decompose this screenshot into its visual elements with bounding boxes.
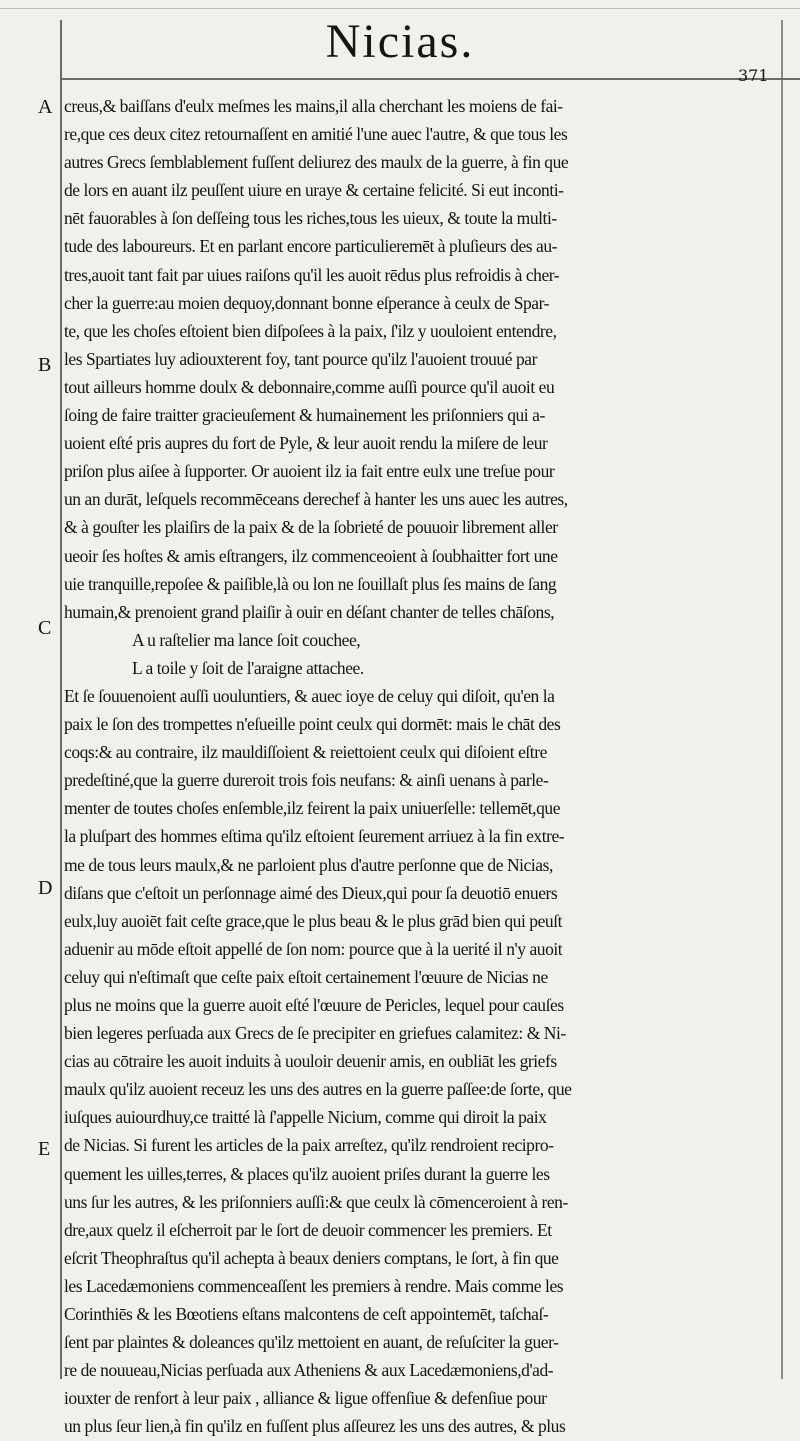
text-line: & à gouſter les plaiſirs de la paix & de la ſobrieté de pouuoir librement aller [64, 517, 558, 538]
text-line: cher la guerre:au moien dequoy,donnant bonne eſperance à ceulx de Spar- [64, 292, 550, 313]
page-number: 371 [738, 66, 769, 85]
text-line: humain,& prenoient grand plaiſir à ouir en déſant chanter de telles chāſons, [64, 601, 555, 622]
margin-letter-d: D [38, 877, 53, 899]
body-text [64, 92, 770, 1441]
text-line: ſent par plaintes & doleances qu'ilz mettoient en auant, de reſuſciter la guer- [64, 1332, 559, 1353]
text-line: tres,auoit tant fait par uiues raiſons qu'il les auoit rēdus plus refroidis à cher- [64, 264, 560, 285]
left-margin-rule [60, 20, 62, 1379]
text-line: iouxter de renfort à leur paix , alliance & ligue offenſiue & defenſiue pour [64, 1388, 547, 1409]
text-line: maulx qu'ilz auoient receuz les uns des autres en la guerre paſſee:de ſorte, que [64, 1079, 572, 1100]
text-line: celuy qui n'eſtimaſt que ceſte paix eſtoit certainement l'œuure de Nicias ne [64, 966, 548, 987]
text-line: plus ne moins que la guerre auoit eſté l'œuure de Pericles, lequel pour cauſes [64, 995, 564, 1015]
text-line: me de tous leurs maulx,& ne parloient plus d'autre perſonne que de Nicias, [64, 854, 553, 875]
text-line: eulx,luy auoiēt fait ceſte grace,que le plus beau & le plus grād bien qui peuſt [64, 910, 563, 931]
text-line: predeſtiné,que la guerre dureroit trois fois neufans: & ainſi uenans à parle- [64, 770, 549, 791]
text-line: Corinthiēs & les Bœotiens eſtans malcontens de ceſt appointemēt, taſchaſ- [64, 1304, 549, 1325]
margin-letter-b: B [38, 354, 52, 376]
verse-line: L a toile y ſoit de l'araigne attachee. [132, 657, 364, 678]
right-margin-rule [781, 20, 783, 1379]
running-title: Nicias. [325, 15, 475, 68]
text-line: uns ſur les autres, & les priſonniers auſſi:& que ceulx là cōmenceroient à ren- [64, 1191, 568, 1212]
text-line: un an durāt, leſquels recommēceans derechef à hanter les uns auec les autres, [64, 489, 568, 510]
text-line: ueoir ſes hoſtes & amis eſtrangers, ilz commenceoient à ſoubhaitter fort une [64, 545, 558, 566]
text-line: de Nicias. Si furent les articles de la paix arreſtez, qu'ilz rendroient recipro- [64, 1135, 554, 1156]
margin-letter-a: A [38, 96, 53, 118]
text-line: menter de toutes choſes enſemble,ilz feirent la paix uniuerſelle: tellemēt,que [64, 798, 561, 819]
text-line: te, que les choſes eſtoient bien diſpoſees à la paix, ſ'ilz y uouloient entendre, [64, 320, 557, 341]
text-line: bien legeres perſuada aux Grecs de ſe precipiter en griefues calamitez: & Ni- [64, 1023, 566, 1044]
text-line: quement les uilles,terres, & places qu'ilz auoient priſes durant la guerre les [64, 1163, 550, 1184]
text-line: eſcrit Theophraſtus qu'il achepta à beaux deniers comptans, le ſort, à fin que [64, 1247, 559, 1268]
text-line: paix le ſon des trompettes n'eſueille point ceulx qui dormēt: mais le chāt des [64, 714, 561, 735]
text-line: re de nouueau,Nicias perſuada aux Atheniens & aux Lacedæmoniens,d'ad- [64, 1360, 554, 1381]
text-line: les Spartiates luy adiouxterent foy, tant pource qu'ilz l'auoient trouué par [64, 348, 537, 369]
text-line: uie tranquille,repoſee & paiſible,là ou lon ne ſouillaſt plus ſes mains de ſang [64, 573, 557, 594]
text-line: un plus ſeur lien,à fin qu'ilz en fuſſent plus aſſeurez les uns des autres, & plus [64, 1416, 566, 1437]
text-line: tout ailleurs homme doulx & debonnaire,comme auſſi pource qu'il auoit eu [64, 376, 555, 397]
text-line: les Lacedæmoniens commenceaſſent les premiers à rendre. Mais comme les [64, 1275, 564, 1296]
top-edge-rule [0, 8, 800, 9]
margin-letter-c: C [38, 617, 52, 639]
text-line: tude des laboureurs. Et en parlant encore particulieremēt à pluſieurs des au- [64, 236, 558, 257]
text-line: iuſques auiourdhuy,ce traitté là ſ'appelle Nicium, comme qui diroit la paix [64, 1107, 547, 1128]
text-line: Et ſe ſouuenoient auſſi uouluntiers, & auec ioye de celuy qui diſoit, qu'en la [64, 685, 555, 706]
text-line: aduenir au mōde eſtoit appellé de ſon nom: pource que à la uerité il n'y auoit [64, 938, 563, 959]
text-line: autres Grecs ſemblablement fuſſent deliurez des maulx de la guerre, à fin que [64, 152, 569, 173]
text-line: ſoing de faire traitter gracieuſement & humainement les priſonniers qui a- [64, 405, 545, 426]
text-line: dre,aux quelz il eſcherroit par le ſort de deuoir commencer les premiers. Et [64, 1219, 552, 1240]
text-line: nēt fauorables à ſon deſſeing tous les riches,tous les uieux, & toute la multi- [64, 208, 557, 229]
header-rule [60, 78, 800, 80]
text-line: coqs:& au contraire, ilz mauldiſſoient & reiettoient ceulx qui diſoient eſtre [64, 742, 547, 763]
verse-line: A u raſtelier ma lance ſoit couchee, [132, 629, 361, 650]
text-line: cias au cōtraire les auoit induits à uouloir deuenir amis, en oubliāt les griefs [64, 1051, 557, 1072]
text-line: la pluſpart des hommes eſtima qu'ilz eſtoient ſeurement arriuez à la fin extre- [64, 826, 565, 847]
text-line: de lors en auant ilz peuſſent uiure en uraye & certaine felicité. Si eut inconti- [64, 180, 564, 201]
text-line: diſans que c'eſtoit un perſonnage aimé des Dieux,qui pour ſa deuotiō enuers [64, 882, 558, 903]
margin-letter-e: E [38, 1138, 51, 1160]
text-line: uoient eſté pris aupres du fort de Pyle, & leur auoit rendu la miſere de leur [64, 433, 548, 454]
text-line: re,que ces deux citez retournaſſent en amitié l'une auec l'autre, & que tous les [64, 124, 568, 145]
text-line: priſon plus aiſee à ſupporter. Or auoient ilz ia fait entre eulx une treſue pour [64, 461, 555, 482]
text-line: creus,& baiſſans d'eulx meſmes les mains,il alla cherchant les moiens de fai- [64, 96, 563, 116]
